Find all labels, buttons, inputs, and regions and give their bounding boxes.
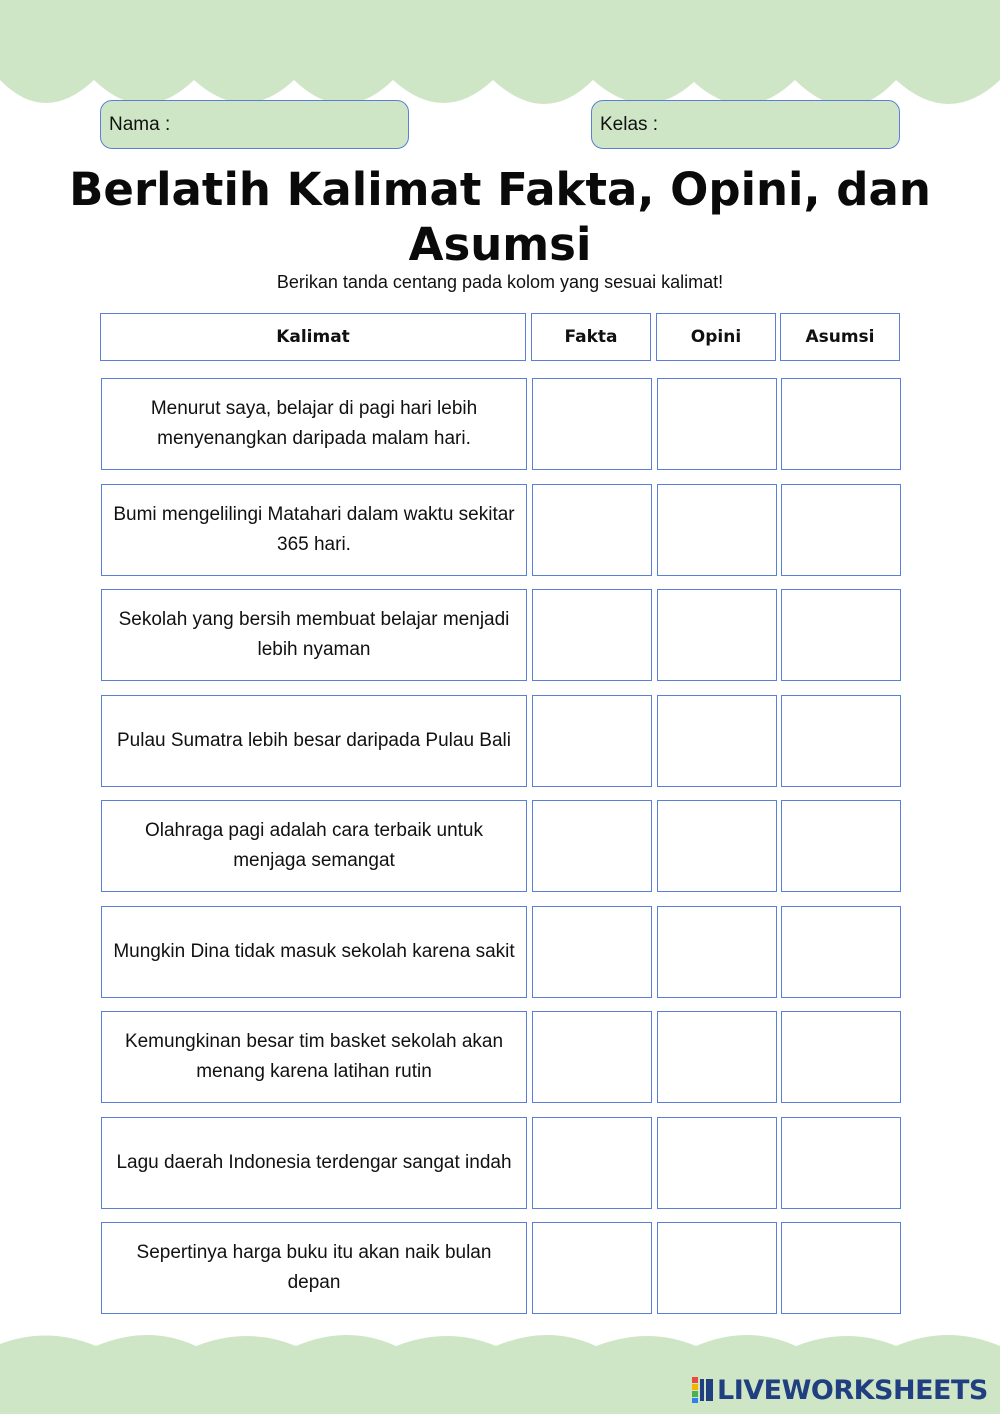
- fakta-checkbox[interactable]: [532, 378, 652, 470]
- table-row: [0, 695, 1000, 787]
- table-row: [0, 484, 1000, 576]
- sentence-cell: Pulau Sumatra lebih besar daripada Pulau Bali: [101, 695, 527, 787]
- table-row: [0, 1117, 1000, 1209]
- liveworksheets-logo-icon: [692, 1377, 714, 1403]
- sentence-cell: Sekolah yang bersih membuat belajar menjadi lebih nyaman: [101, 589, 527, 681]
- opini-checkbox[interactable]: [657, 1117, 777, 1209]
- table-row: [0, 378, 1000, 470]
- column-header-fakta: Fakta: [531, 313, 651, 361]
- name-label: Nama :: [109, 113, 171, 135]
- asumsi-checkbox[interactable]: [781, 906, 901, 998]
- sentence-cell: Bumi mengelilingi Matahari dalam waktu sekitar 365 hari.: [101, 484, 527, 576]
- fakta-checkbox[interactable]: [532, 1117, 652, 1209]
- opini-checkbox[interactable]: [657, 800, 777, 892]
- table-row: [0, 1222, 1000, 1314]
- sentence-cell: Kemungkinan besar tim basket sekolah akan menang karena latihan rutin: [101, 1011, 527, 1103]
- column-header-asumsi: Asumsi: [780, 313, 900, 361]
- asumsi-checkbox[interactable]: [781, 800, 901, 892]
- name-field[interactable]: [100, 100, 409, 149]
- asumsi-checkbox[interactable]: [781, 484, 901, 576]
- asumsi-checkbox[interactable]: [781, 378, 901, 470]
- fakta-checkbox[interactable]: [532, 695, 652, 787]
- fakta-checkbox[interactable]: [532, 906, 652, 998]
- sentence-cell: Menurut saya, belajar di pagi hari lebih menyenangkan daripada malam hari.: [101, 378, 527, 470]
- fakta-checkbox[interactable]: [532, 1011, 652, 1103]
- asumsi-checkbox[interactable]: [781, 1222, 901, 1314]
- instruction-text: Berikan tanda centang pada kolom yang sesuai kalimat!: [276, 272, 724, 292]
- liveworksheets-brand: [692, 1374, 988, 1406]
- class-label: Kelas :: [600, 113, 659, 135]
- table-row: [0, 1011, 1000, 1103]
- table-row: [0, 906, 1000, 998]
- opini-checkbox[interactable]: [657, 1222, 777, 1314]
- sentence-cell: Olahraga pagi adalah cara terbaik untuk menjaga semangat: [101, 800, 527, 892]
- asumsi-checkbox[interactable]: [781, 1011, 901, 1103]
- sentence-cell: Lagu daerah Indonesia terdengar sangat indah: [101, 1117, 527, 1209]
- opini-checkbox[interactable]: [657, 695, 777, 787]
- fakta-checkbox[interactable]: [532, 1222, 652, 1314]
- table-row: [0, 800, 1000, 892]
- opini-checkbox[interactable]: [657, 378, 777, 470]
- fakta-checkbox[interactable]: [532, 800, 652, 892]
- opini-checkbox[interactable]: [657, 589, 777, 681]
- table-row: [0, 589, 1000, 681]
- asumsi-checkbox[interactable]: [781, 589, 901, 681]
- liveworksheets-wordmark: LIVEWORKSHEETS: [717, 1374, 988, 1406]
- column-header-kalimat: Kalimat: [100, 313, 526, 361]
- column-header-opini: Opini: [656, 313, 776, 361]
- sentence-cell: Mungkin Dina tidak masuk sekolah karena sakit: [101, 906, 527, 998]
- asumsi-checkbox[interactable]: [781, 1117, 901, 1209]
- fakta-checkbox[interactable]: [532, 589, 652, 681]
- fakta-checkbox[interactable]: [532, 484, 652, 576]
- sentence-cell: Sepertinya harga buku itu akan naik bulan depan: [101, 1222, 527, 1314]
- class-field[interactable]: [591, 100, 900, 149]
- opini-checkbox[interactable]: [657, 906, 777, 998]
- page-title: Berlatih Kalimat Fakta, Opini, dan Asumsi: [69, 163, 931, 271]
- asumsi-checkbox[interactable]: [781, 695, 901, 787]
- opini-checkbox[interactable]: [657, 484, 777, 576]
- opini-checkbox[interactable]: [657, 1011, 777, 1103]
